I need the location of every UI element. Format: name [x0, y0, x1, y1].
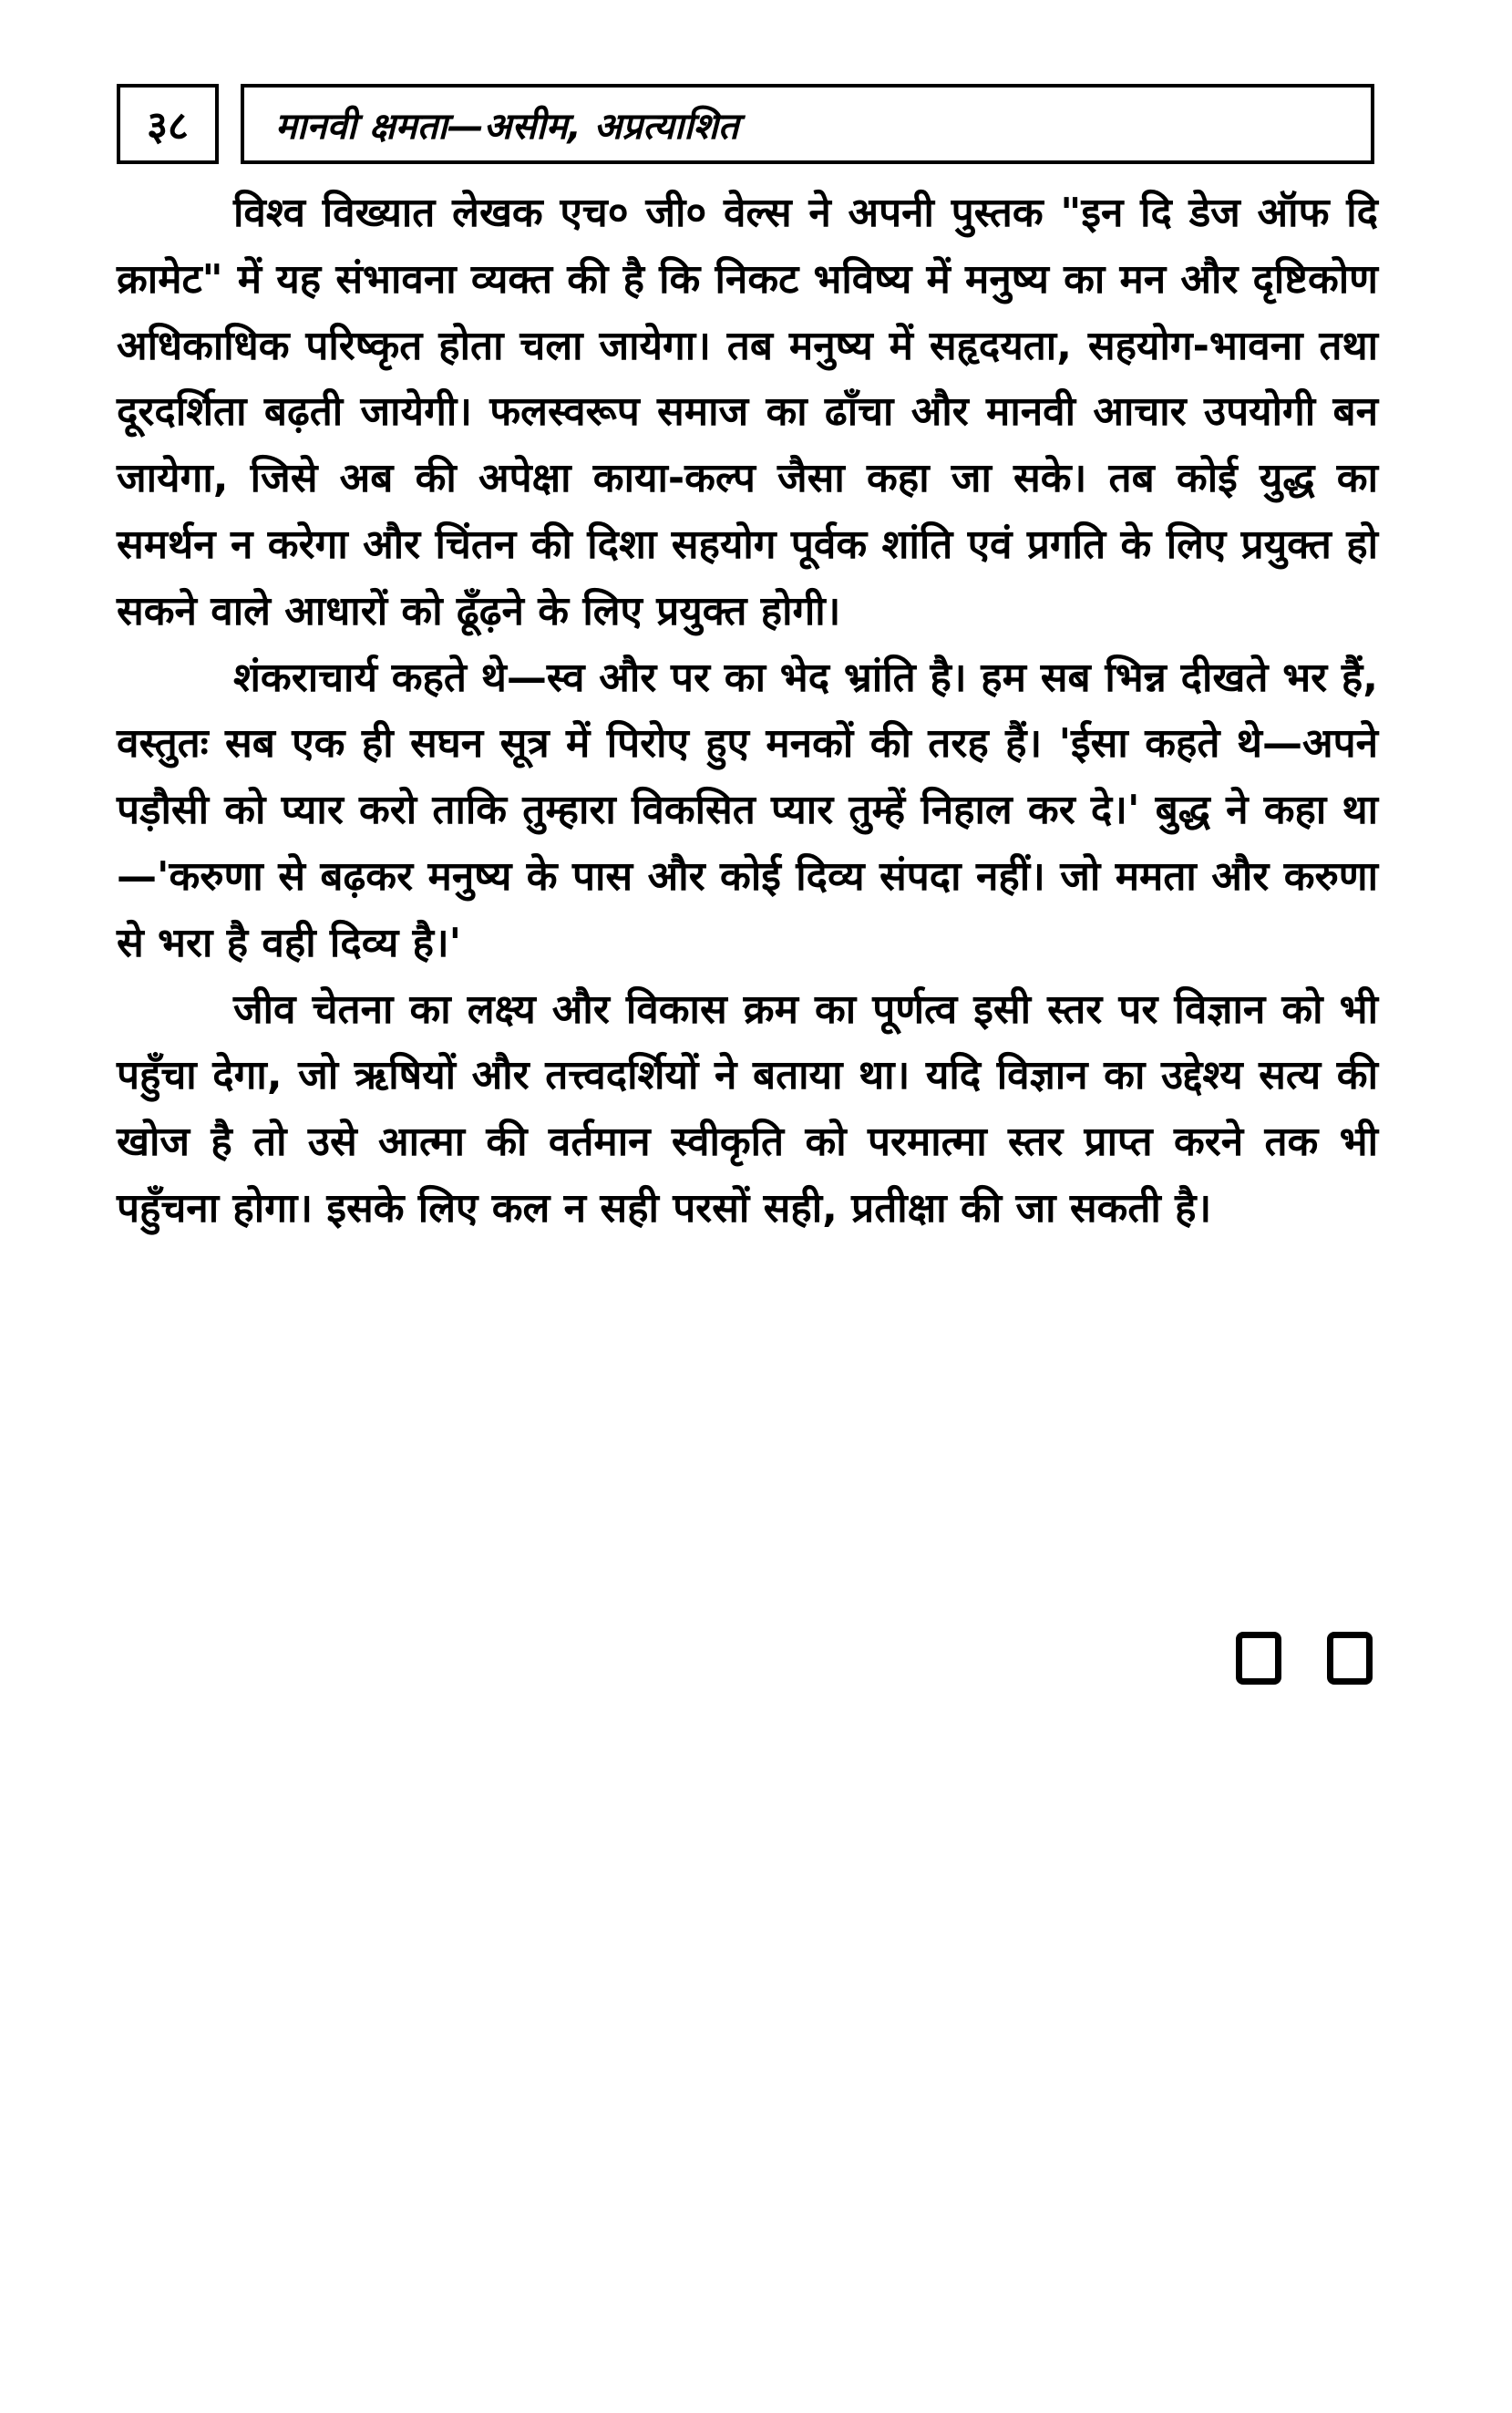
- page-header: [117, 84, 1378, 168]
- paragraph: जीव चेतना का लक्ष्य और विकास क्रम का पूर्णत्व इसी स्तर पर विज्ञान को भी पहुँचा देगा, जो ऋषियों और तत्त्वदर्शियों ने बताया था। यदि विज्ञान का उद्देश्य सत्य की खोज है तो उसे आत्मा की वर्तमान स्वीकृति को परमात्मा स्तर प्राप्त करने तक भी पहुँचना होगा। इसके लिए कल न सही परसों सही, प्रतीक्षा की जा सकती है।: [117, 985, 1378, 1232]
- page-number: ३८: [117, 84, 219, 164]
- section-end-marks: [1236, 1632, 1378, 1690]
- body-text: [117, 180, 1378, 1243]
- paragraph: शंकराचार्य कहते थे—स्व और पर का भेद भ्रांति है। हम सब भिन्न दीखते भर हैं, वस्तुतः सब एक ही सघन सूत्र में पिरोए हुए मनकों की तरह हैं। 'ईसा कहते थे—अपने पड़ौसी को प्यार करो ताकि तुम्हारा विकसित प्यार तुम्हें निहाल कर दे।' बुद्ध ने कहा था—'करुणा से बढ़कर मनुष्य के पास और कोई दिव्य संपदा नहीं। जो ममता और करुणा से भरा है वही दिव्य है।': [117, 654, 1378, 966]
- running-title: मानवी क्षमता—असीम, अप्रत्याशित: [241, 84, 1374, 164]
- paragraph: विश्व विख्यात लेखक एच० जी० वेल्स ने अपनी पुस्तक "इन दि डेज ऑफ दि क्रामेट" में यह संभावना व्यक्त की है कि निकट भविष्य में मनुष्य का मन और दृष्टिकोण अधिकाधिक परिष्कृत होता चला जायेगा। तब मनुष्य में सहृदयता, सहयोग-भावना तथा दूरदर्शिता बढ़ती जायेगी। फलस्वरूप समाज का ढाँचा और मानवी आचार उपयोगी बन जायेगा, जिसे अब की अपेक्षा काया-कल्प जैसा कहा जा सके। तब कोई युद्ध का समर्थन न करेगा और चिंतन की दिशा सहयोग पूर्वक शांति एवं प्रगति के लिए प्रयुक्त हो सकने वाले आधारों को ढूँढ़ने के लिए प्रयुक्त होगी।: [117, 190, 1378, 634]
- end-mark-box-icon: [1327, 1632, 1373, 1685]
- end-mark-box-icon: [1236, 1632, 1281, 1685]
